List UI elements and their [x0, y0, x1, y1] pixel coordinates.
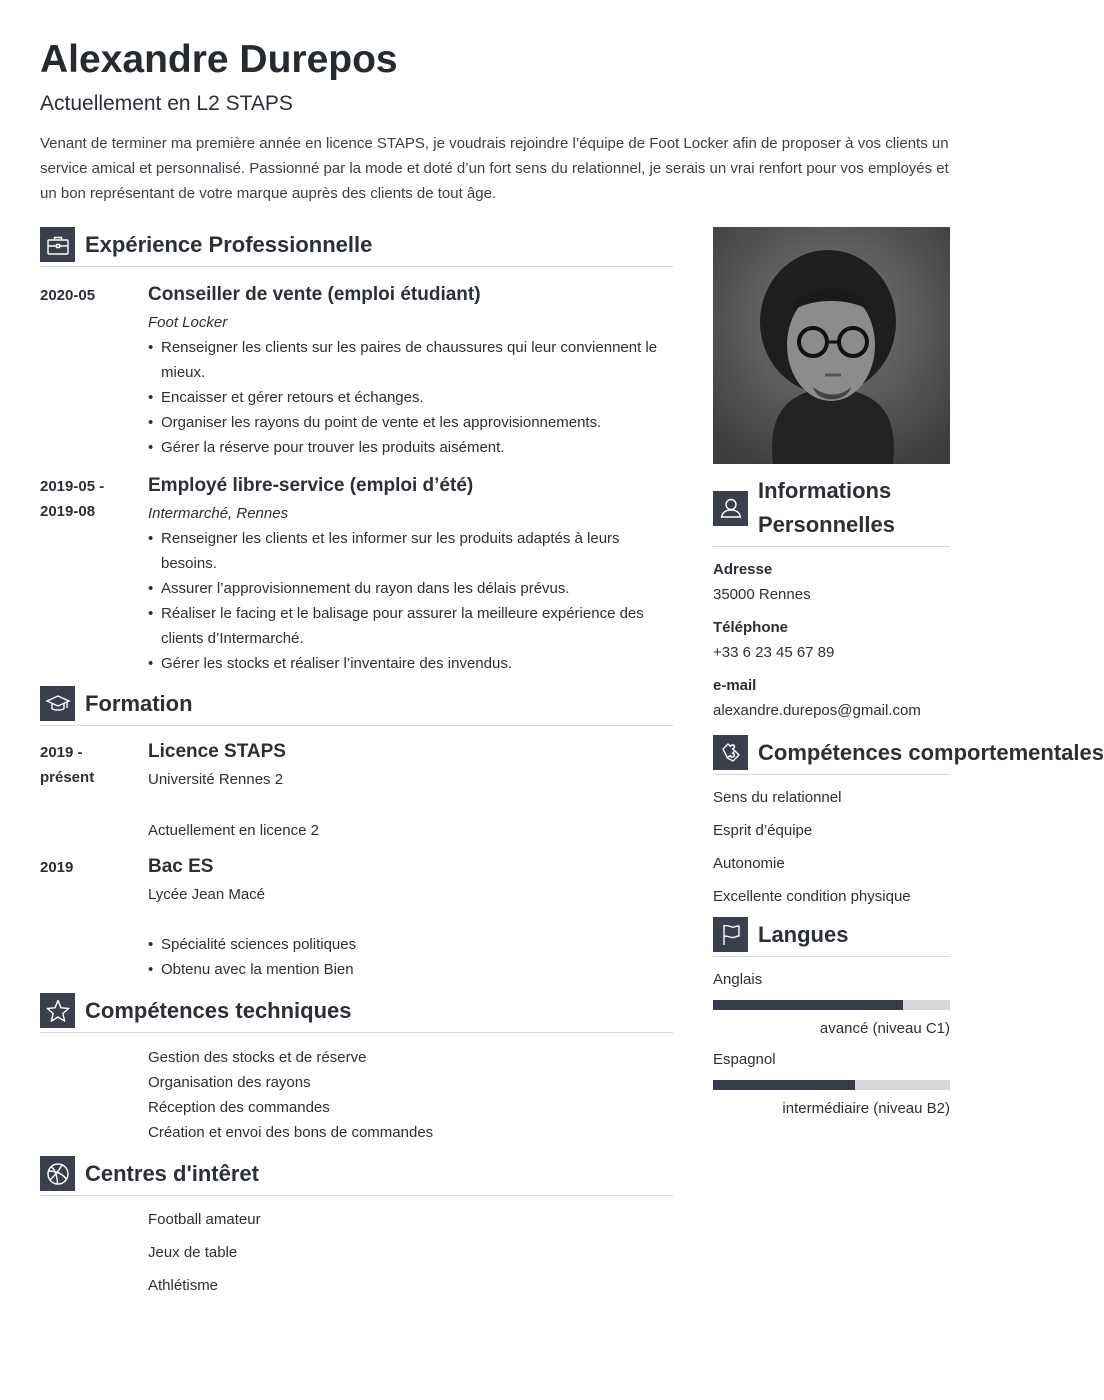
interests-section-header	[40, 1156, 673, 1196]
soft-skills-list	[713, 785, 950, 909]
list-item: Excellente condition physique	[713, 888, 911, 905]
phone-value: +33 6 23 45 67 89	[713, 644, 835, 661]
list-item: Autonomie	[713, 855, 785, 872]
list-item: Jeux de table	[148, 1244, 238, 1261]
entry-title: Licence STAPS	[148, 741, 286, 762]
soft-skills-section-header	[713, 735, 1104, 775]
address-label: Adresse	[713, 561, 773, 578]
person-icon	[713, 491, 748, 526]
basketball-icon	[40, 1156, 75, 1191]
list-item: • Gérer la réserve pour trouver les produits aisément.	[148, 435, 673, 460]
list-item: Football amateur	[148, 1211, 261, 1228]
list-item: Création et envoi des bons de commandes	[148, 1124, 434, 1141]
experience-entry	[40, 281, 673, 460]
list-item: Sens du relationnel	[713, 789, 842, 806]
candidate-name: Alexandre Durepos	[40, 38, 398, 81]
entry-school: Université Rennes 2	[148, 771, 284, 788]
entry-school: Lycée Jean Macé	[148, 886, 266, 903]
interests-section-title: Centres d'intêret	[85, 1160, 259, 1186]
personal-info-section-title: Informations Personnelles	[758, 478, 895, 537]
list-item: • Organiser les rayons du point de vente et les approvisionnements.	[148, 410, 673, 435]
education-entry	[40, 738, 673, 843]
email-value: alexandre.durepos@gmail.com	[713, 702, 921, 719]
list-item: • Renseigner les clients et les informer sur les produits adaptés à leurs besoins.	[148, 526, 673, 576]
language-level-bar	[713, 1000, 950, 1010]
tech-skills-section-header	[40, 993, 673, 1033]
language-level-fill	[713, 1000, 903, 1010]
right-column	[713, 227, 1104, 1121]
languages-section-title: Langues	[758, 921, 849, 947]
entry-title: Conseiller de vente (emploi étudiant)	[148, 284, 481, 305]
education-section-header	[40, 686, 673, 726]
entry-bullets	[148, 526, 673, 676]
languages-section-header	[713, 917, 950, 957]
phone-label: Téléphone	[713, 619, 789, 636]
entry-note: Actuellement en licence 2	[148, 822, 319, 839]
entry-title: Employé libre-service (emploi d’été)	[148, 475, 474, 496]
list-item: Gestion des stocks et de réserve	[148, 1049, 367, 1066]
tech-skills-list	[40, 1045, 673, 1145]
resume-header	[40, 38, 952, 206]
experience-entry	[40, 472, 673, 676]
entry-date: 2019-05 - 2019-08	[40, 478, 105, 520]
experience-section-header	[40, 227, 673, 267]
interests-list	[40, 1207, 673, 1298]
entry-title: Bac ES	[148, 856, 214, 877]
list-item: Athlétisme	[148, 1277, 219, 1294]
language-item	[713, 967, 950, 1041]
language-level-text: avancé (niveau C1)	[819, 1020, 950, 1037]
tech-skills-section-title: Compétences techniques	[85, 997, 352, 1023]
star-icon	[40, 993, 75, 1028]
briefcase-icon	[40, 227, 75, 262]
soft-skills-section-title: Compétences comportementales	[758, 739, 1104, 765]
language-item	[713, 1047, 950, 1121]
list-item: • Gérer les stocks et réaliser l’inventaire des invendus.	[148, 651, 673, 676]
education-section-title: Formation	[85, 690, 193, 716]
language-level-fill	[713, 1080, 855, 1090]
language-name: Anglais	[713, 971, 763, 988]
list-item: • Spécialité sciences politiques	[148, 932, 673, 957]
language-level-bar	[713, 1080, 950, 1090]
profile-photo	[713, 227, 950, 464]
entry-date: 2019 - présent	[40, 744, 95, 786]
entry-bullets	[148, 335, 673, 460]
address-value: 35000 Rennes	[713, 586, 811, 603]
personal-info-section-header	[713, 474, 950, 547]
flag-icon	[713, 917, 748, 952]
personal-info-block	[713, 557, 950, 723]
list-item: • Obtenu avec la mention Bien	[148, 957, 673, 982]
language-level-text: intermédiaire (niveau B2)	[782, 1100, 950, 1117]
graduation-cap-icon	[40, 686, 75, 721]
list-item: • Assurer l’approvisionnement du rayon dans les délais prévus.	[148, 576, 673, 601]
entry-date: 2019	[40, 859, 74, 876]
entry-company: Foot Locker	[148, 314, 228, 331]
list-item: Organisation des rayons	[148, 1074, 311, 1091]
list-item: Esprit d’équipe	[713, 822, 813, 839]
education-entry	[40, 853, 673, 982]
experience-section-title: Expérience Professionnelle	[85, 231, 373, 257]
list-item: • Réaliser le facing et le balisage pour assurer la meilleure expérience des clients d’Intermarché.	[148, 601, 673, 651]
left-column	[40, 227, 673, 1306]
list-item: • Encaisser et gérer retours et échanges.	[148, 385, 673, 410]
puzzle-icon	[713, 735, 748, 770]
entry-date: 2020-05	[40, 287, 96, 304]
language-name: Espagnol	[713, 1051, 776, 1068]
entry-company: Intermarché, Rennes	[148, 505, 289, 522]
profile-summary: Venant de terminer ma première année en licence STAPS, je voudrais rejoindre l’équipe de Foot Locker afin de proposer à vos clients un service amical et personnalisé. Passionné par la mode et doté d’un fort sens du relationnel, je serais un vrai renfort pour vos employés et un bon représentant de votre marque auprès des clients de tout âge.	[40, 135, 949, 202]
list-item: Réception des commandes	[148, 1099, 330, 1116]
list-item: • Renseigner les clients sur les paires de chaussures qui leur conviennent le mieux.	[148, 335, 673, 385]
entry-bullets	[148, 932, 673, 982]
candidate-subtitle: Actuellement en L2 STAPS	[40, 92, 293, 115]
email-label: e-mail	[713, 677, 757, 694]
